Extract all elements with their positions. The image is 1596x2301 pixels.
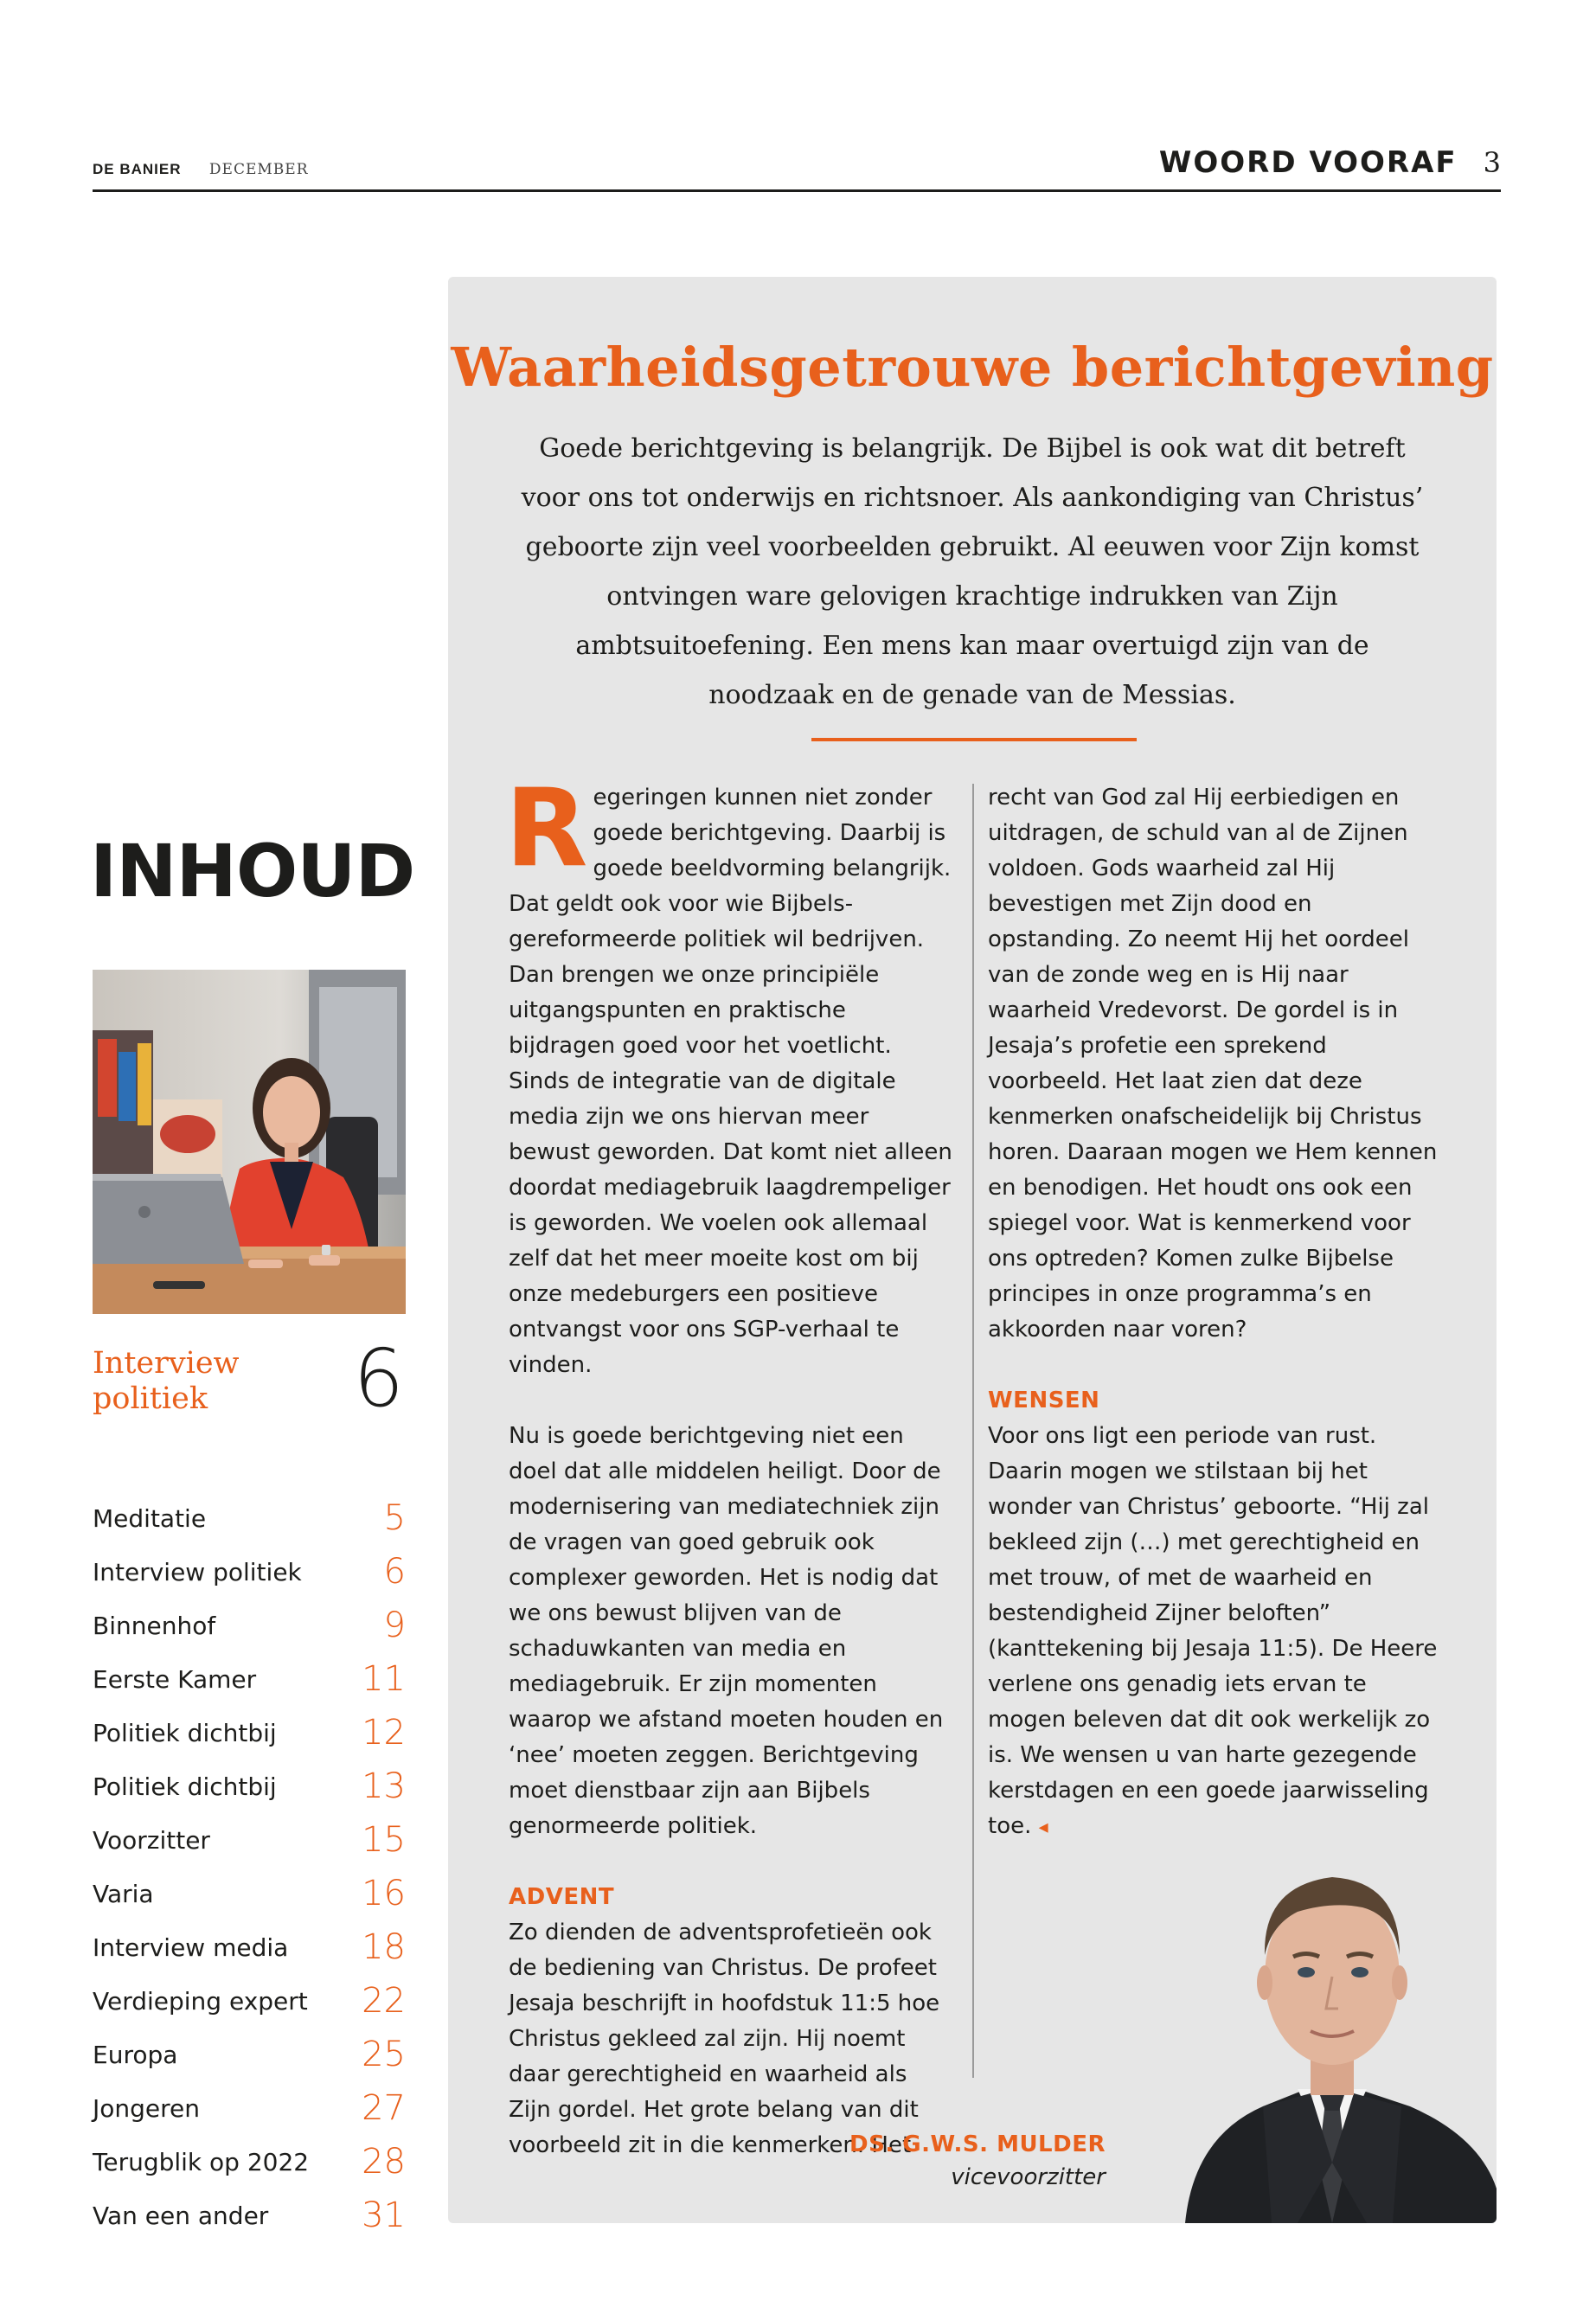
contents-item [93,1867,406,1920]
article-paragraph: recht van God zal Hij eerbiedigen en uitdragen, de schuld van al de Zijnen voldoen. Gods waarheid zal Hij bevestigen met Zijn dood en opstanding. Zo neemt Hij het oordeel van de zonde weg en is Hij naar waarheid Vredevorst. De gordel is in Jesaja’s profetie een sprekend voorbeeld. Het laat zien dat deze kenmerken onafscheidelijk bij Christus horen. Daaraan mogen we Hem kennen en benodigen. Het houdt ons ook een spiegel voor. Wat is kenmerkend voor ons optreden? Komen zulke Bijbelse principes in onze programma’s en akkoorden naar voren? [988,785,1438,1343]
subheading-wensen: WENSEN [988,1388,1100,1413]
feature-label: Interview politiek [93,1346,240,1416]
feature-page-number: 6 [353,1332,404,1425]
contents-item-label: Interview media [93,1932,289,1962]
contents-item-label: Jongeren [93,2093,201,2123]
contents-item-page: 11 [362,1659,406,1699]
author-name: DS. G.W.S. MULDER [849,2131,1106,2157]
contents-item-page: 9 [383,1606,406,1645]
contents-item-label: Voorzitter [93,1825,210,1855]
contents-item-label: Politiek dichtbij [93,1718,277,1747]
article-intro: Goede berichtgeving is belangrijk. De Bijbel is ook wat dit betreft voor ons tot onderwijs en richtsnoer. Als aankondiging van Christus’ geboorte zijn veel voorbeelden gebruikt. Al eeuwen voor Zijn komst ontvingen ware gelovigen krachtige indrukken van Zijn ambtsuitoefening. Een mens kan maar overtuigd zijn van de noodzaak en de genade van de Messias. [521,433,1424,710]
contents-list [93,1491,406,2242]
contents-item-page: 18 [362,1927,406,1967]
contents-item [93,1759,406,1813]
subheading-advent: ADVENT [509,1884,615,1910]
section-title: WOORD VOORAF [1158,145,1458,180]
article-paragraph: Nu is goede berichtgeving niet een doel dat alle middelen heiligt. Door de modernisering van mediatechniek zijn de vragen van goed gebruik ook complexer geworden. Het is nodig dat we ons bewust blijven van de schaduwkanten van media en mediagebruik. Er zijn momenten waarop we afstand moeten houden en ‘nee’ moeten zeggen. Berichtgeving moet dienstbaar zijn aan Bijbels genormeerde politiek. [509,1423,944,1839]
drop-cap: R [505,766,588,891]
running-header-left [93,161,309,178]
feature-photo [93,970,406,1314]
contents-item [93,2189,406,2242]
contents-item-label: Varia [93,1879,154,1908]
column-divider [972,784,974,2078]
contents-item [93,2028,406,2081]
contents-item-label: Verdieping expert [93,1986,308,2016]
contents-item [93,1920,406,1974]
author-byline [849,2131,1106,2190]
article-paragraph: Zo dienden de adventsprofetieën ook de bediening van Christus. De profeet Jesaja beschrijft in hoofdstuk 11:5 hoe Christus gekleed zal zijn. Hij noemt daar gerechtigheid en waarheid als Zijn gordel. Het grote belang van dit voorbeeld zit in die kenmerken. Het [509,1920,940,2158]
contents-item-page: 31 [362,2195,406,2235]
contents-item-page: 13 [362,1766,406,1806]
contents-item [93,1706,406,1759]
contents-item-label: Eerste Kamer [93,1664,257,1694]
contents-item [93,2081,406,2135]
contents-title: INHOUD [90,829,415,913]
contents-item-page: 16 [362,1874,406,1913]
end-mark-icon: ◂ [1038,1817,1048,1838]
article-headline: Waarheidsgetrouwe berichtgeving [451,336,1494,399]
contents-item-label: Interview politiek [93,1557,302,1586]
page-number: 3 [1483,146,1501,179]
paragraph-text: egeringen kunnen niet zonder goede berichtgeving. Daarbij is goede beeldvorming belangrijk. Dat geldt ook voor wie Bijbels-gereformeerde politiek wil bedrijven. Dan brengen we onze principiële uitgangspunten en praktische bijdragen goed voor het voetlicht. Sinds de integratie van de digitale media zijn we ons hiervan meer bewust geworden. Dat komt niet alleen doordat mediagebruik laagdrempeliger is geworden. We voelen ook allemaal zelf dat het meer moeite kost om bij onze medeburgers een positieve ontvangst voor ons SGP-verhaal te vinden. [509,785,952,1378]
contents-item-page: 22 [362,1981,406,2021]
intro-rule [811,738,1137,741]
contents-item [93,1599,406,1652]
contents-item-page: 25 [362,2035,406,2074]
running-header-right [1159,145,1501,180]
contents-item [93,1545,406,1599]
contents-item [93,1974,406,2028]
contents-item [93,1652,406,1706]
author-portrait [1168,1756,1497,2223]
contents-item-label: Meditatie [93,1503,207,1533]
contents-item-page: 5 [383,1498,406,1538]
contents-item-label: Binnenhof [93,1611,216,1640]
article-column-right [988,780,1451,1845]
contents-item-label: Europa [93,2040,178,2069]
contents-item-page: 27 [362,2088,406,2128]
man-in-suit-image [1168,1756,1497,2223]
contents-item-label: Politiek dichtbij [93,1772,277,1801]
paragraph-text: Voor ons ligt een periode van rust. Daarin mogen we stilstaan bij het wonder van Christus’ geboorte. “Hij zal bekleed zijn (…) met gerechtigheid en met trouw, of met de waarheid en bestendigheid Zijner beloften” (kanttekening bij Jesaja 11:5). De Heere verlene ons genadig iets ervan te mogen beleven dat dit ook werkelijk zo is. We wensen u van harte gezegende kerstdagen en een goede jaarwisseling toe. [988,1423,1438,1839]
author-role: vicevoorzitter [951,2164,1106,2190]
contents-item [93,1813,406,1867]
woman-at-laptop-image [93,970,406,1314]
magazine-name: DE BANIER [93,161,182,177]
contents-item-page: 28 [362,2142,406,2182]
contents-item [93,2135,406,2189]
contents-item-label: Van een ander [93,2201,269,2230]
article-panel [448,277,1497,2223]
contents-item-page: 12 [362,1713,406,1753]
contents-item [93,1491,406,1545]
article-paragraph [505,766,954,1383]
article-column-left [505,766,954,2163]
contents-item-page: 15 [362,1820,406,1860]
contents-item-page: 6 [383,1552,406,1592]
header-rule [93,189,1501,192]
contents-item-label: Terugblik op 2022 [93,2147,310,2176]
issue-month: DECEMBER [208,161,309,178]
